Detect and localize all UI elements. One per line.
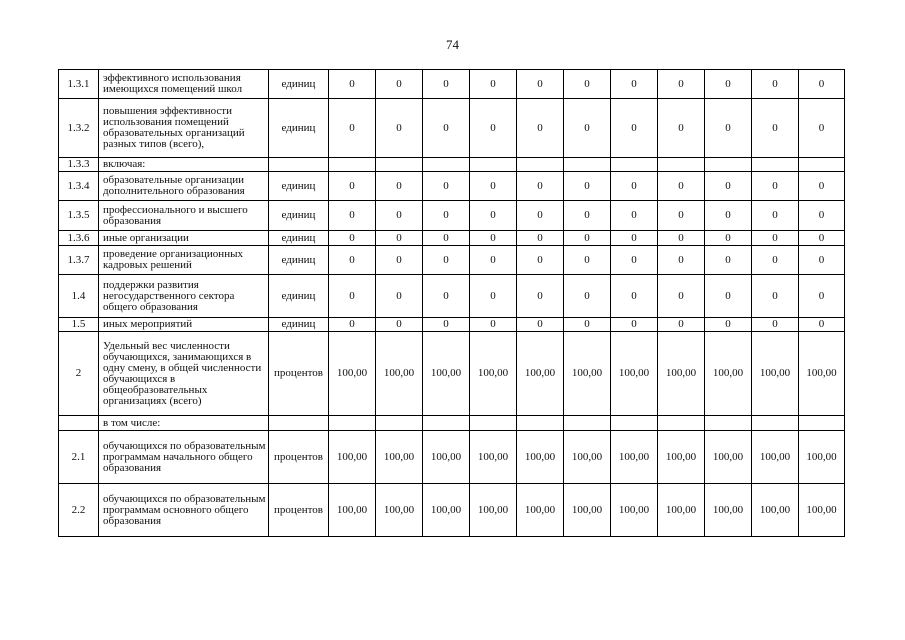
indicator-name-cell: повышения эффективности использования помещений образовательных организаций разных типов (всего), xyxy=(99,99,269,158)
value-cell: 100,00 xyxy=(705,431,752,484)
value-cell xyxy=(423,416,470,431)
value-cell: 0 xyxy=(329,246,376,275)
table-row xyxy=(59,246,845,275)
indicator-table xyxy=(58,69,845,537)
value-cell: 100,00 xyxy=(611,484,658,537)
value-cell: 0 xyxy=(470,275,517,318)
value-cell xyxy=(470,416,517,431)
value-cell xyxy=(752,158,799,172)
value-cell: 0 xyxy=(423,246,470,275)
unit-cell: единиц xyxy=(269,99,329,158)
value-cell xyxy=(564,416,611,431)
indicator-name-cell: профессионального и высшего образования xyxy=(99,201,269,231)
value-cell: 0 xyxy=(423,70,470,99)
value-cell: 0 xyxy=(611,99,658,158)
value-cell: 0 xyxy=(705,172,752,201)
value-cell: 0 xyxy=(799,231,845,246)
indicator-name-cell: включая: xyxy=(99,158,269,172)
unit-cell xyxy=(269,416,329,431)
value-cell: 100,00 xyxy=(329,484,376,537)
table-row xyxy=(59,484,845,537)
value-cell: 100,00 xyxy=(470,332,517,416)
value-cell: 0 xyxy=(376,70,423,99)
value-cell: 100,00 xyxy=(799,431,845,484)
value-cell xyxy=(329,416,376,431)
value-cell: 0 xyxy=(470,99,517,158)
value-cell: 100,00 xyxy=(470,431,517,484)
value-cell: 0 xyxy=(517,246,564,275)
indicator-name-cell: проведение организационных кадровых решений xyxy=(99,246,269,275)
value-cell: 0 xyxy=(376,246,423,275)
value-cell xyxy=(658,416,705,431)
value-cell: 0 xyxy=(423,99,470,158)
value-cell: 0 xyxy=(658,318,705,332)
row-number-cell: 1.3.7 xyxy=(59,246,99,275)
value-cell: 0 xyxy=(329,201,376,231)
row-number-cell: 1.4 xyxy=(59,275,99,318)
unit-cell: процентов xyxy=(269,431,329,484)
value-cell: 0 xyxy=(799,70,845,99)
table-row xyxy=(59,70,845,99)
value-cell xyxy=(799,158,845,172)
indicator-name-cell: в том числе: xyxy=(99,416,269,431)
value-cell: 0 xyxy=(470,246,517,275)
table-row xyxy=(59,201,845,231)
value-cell xyxy=(611,158,658,172)
value-cell: 100,00 xyxy=(470,484,517,537)
value-cell: 100,00 xyxy=(799,484,845,537)
row-number-cell: 1.3.3 xyxy=(59,158,99,172)
value-cell: 100,00 xyxy=(376,332,423,416)
value-cell: 0 xyxy=(799,201,845,231)
value-cell: 0 xyxy=(423,172,470,201)
value-cell: 0 xyxy=(752,246,799,275)
value-cell: 0 xyxy=(658,99,705,158)
value-cell: 0 xyxy=(611,246,658,275)
value-cell: 0 xyxy=(423,275,470,318)
indicator-name-cell: поддержки развития негосударственного сектора общего образования xyxy=(99,275,269,318)
value-cell: 0 xyxy=(470,231,517,246)
value-cell: 0 xyxy=(705,246,752,275)
value-cell: 100,00 xyxy=(423,484,470,537)
value-cell: 0 xyxy=(611,201,658,231)
value-cell: 0 xyxy=(611,275,658,318)
value-cell xyxy=(376,158,423,172)
unit-cell: процентов xyxy=(269,484,329,537)
value-cell: 0 xyxy=(376,318,423,332)
value-cell: 0 xyxy=(517,172,564,201)
page-number: 74 xyxy=(446,37,459,52)
value-cell: 0 xyxy=(564,246,611,275)
value-cell: 0 xyxy=(470,318,517,332)
value-cell: 0 xyxy=(423,318,470,332)
row-number-cell: 2.2 xyxy=(59,484,99,537)
value-cell: 0 xyxy=(329,99,376,158)
value-cell: 100,00 xyxy=(611,431,658,484)
table-row xyxy=(59,231,845,246)
value-cell xyxy=(376,416,423,431)
value-cell: 0 xyxy=(517,231,564,246)
value-cell: 0 xyxy=(611,231,658,246)
value-cell: 0 xyxy=(799,275,845,318)
value-cell: 0 xyxy=(752,70,799,99)
value-cell xyxy=(329,158,376,172)
value-cell: 0 xyxy=(611,172,658,201)
table-row xyxy=(59,275,845,318)
indicator-name-cell: иных мероприятий xyxy=(99,318,269,332)
indicator-name-cell: иные организации xyxy=(99,231,269,246)
value-cell: 0 xyxy=(423,231,470,246)
value-cell: 0 xyxy=(470,70,517,99)
value-cell: 0 xyxy=(752,318,799,332)
value-cell: 0 xyxy=(799,318,845,332)
value-cell xyxy=(517,416,564,431)
value-cell: 0 xyxy=(517,318,564,332)
value-cell: 100,00 xyxy=(752,484,799,537)
table-row xyxy=(59,332,845,416)
value-cell xyxy=(658,158,705,172)
indicator-name-cell: обучающихся по образовательным программам начального общего образования xyxy=(99,431,269,484)
value-cell xyxy=(705,158,752,172)
indicator-name-cell: обучающихся по образовательным программам основного общего образования xyxy=(99,484,269,537)
value-cell xyxy=(564,158,611,172)
unit-cell: процентов xyxy=(269,332,329,416)
value-cell: 0 xyxy=(329,172,376,201)
value-cell: 0 xyxy=(658,70,705,99)
value-cell: 100,00 xyxy=(517,332,564,416)
value-cell: 100,00 xyxy=(329,332,376,416)
value-cell: 100,00 xyxy=(376,484,423,537)
value-cell: 100,00 xyxy=(752,332,799,416)
table-row xyxy=(59,158,845,172)
value-cell xyxy=(517,158,564,172)
indicator-name-cell: образовательные организации дополнительного образования xyxy=(99,172,269,201)
value-cell: 0 xyxy=(517,201,564,231)
value-cell: 0 xyxy=(752,201,799,231)
value-cell: 100,00 xyxy=(611,332,658,416)
value-cell: 100,00 xyxy=(564,484,611,537)
value-cell: 0 xyxy=(517,99,564,158)
value-cell: 0 xyxy=(564,275,611,318)
value-cell: 100,00 xyxy=(705,484,752,537)
table-row xyxy=(59,99,845,158)
unit-cell: единиц xyxy=(269,70,329,99)
unit-cell: единиц xyxy=(269,231,329,246)
row-number-cell xyxy=(59,416,99,431)
table-row xyxy=(59,172,845,201)
value-cell xyxy=(423,158,470,172)
value-cell: 0 xyxy=(564,99,611,158)
value-cell: 0 xyxy=(658,231,705,246)
value-cell: 0 xyxy=(564,172,611,201)
value-cell: 0 xyxy=(564,70,611,99)
value-cell: 100,00 xyxy=(329,431,376,484)
value-cell: 0 xyxy=(658,201,705,231)
value-cell: 0 xyxy=(611,70,658,99)
value-cell: 0 xyxy=(470,172,517,201)
value-cell: 0 xyxy=(376,201,423,231)
value-cell: 0 xyxy=(752,172,799,201)
value-cell: 100,00 xyxy=(705,332,752,416)
value-cell: 100,00 xyxy=(658,332,705,416)
unit-cell: единиц xyxy=(269,172,329,201)
row-number-cell: 1.3.5 xyxy=(59,201,99,231)
value-cell: 100,00 xyxy=(517,484,564,537)
value-cell: 0 xyxy=(517,70,564,99)
value-cell: 100,00 xyxy=(658,484,705,537)
value-cell: 0 xyxy=(329,70,376,99)
value-cell: 0 xyxy=(611,318,658,332)
row-number-cell: 1.3.2 xyxy=(59,99,99,158)
value-cell xyxy=(752,416,799,431)
value-cell: 100,00 xyxy=(658,431,705,484)
value-cell: 100,00 xyxy=(423,431,470,484)
row-number-cell: 1.3.1 xyxy=(59,70,99,99)
indicator-name-cell: Удельный вес численности обучающихся, занимающихся в одну смену, в общей численности обучающихся в общеобразовательных организациях (всего) xyxy=(99,332,269,416)
value-cell: 0 xyxy=(470,201,517,231)
value-cell: 0 xyxy=(658,246,705,275)
value-cell: 0 xyxy=(376,275,423,318)
unit-cell: единиц xyxy=(269,201,329,231)
value-cell: 0 xyxy=(517,275,564,318)
value-cell: 0 xyxy=(658,172,705,201)
value-cell: 100,00 xyxy=(752,431,799,484)
unit-cell: единиц xyxy=(269,318,329,332)
table-row xyxy=(59,318,845,332)
table-row xyxy=(59,416,845,431)
value-cell: 100,00 xyxy=(564,332,611,416)
row-number-cell: 1.3.4 xyxy=(59,172,99,201)
value-cell: 0 xyxy=(799,99,845,158)
value-cell: 100,00 xyxy=(564,431,611,484)
row-number-cell: 1.5 xyxy=(59,318,99,332)
value-cell: 0 xyxy=(799,246,845,275)
value-cell: 0 xyxy=(752,99,799,158)
value-cell: 0 xyxy=(376,99,423,158)
table-row xyxy=(59,431,845,484)
value-cell: 0 xyxy=(329,231,376,246)
value-cell: 0 xyxy=(705,231,752,246)
unit-cell: единиц xyxy=(269,275,329,318)
value-cell xyxy=(611,416,658,431)
value-cell: 0 xyxy=(705,318,752,332)
unit-cell xyxy=(269,158,329,172)
row-number-cell: 2.1 xyxy=(59,431,99,484)
value-cell: 0 xyxy=(658,275,705,318)
value-cell: 0 xyxy=(376,231,423,246)
value-cell: 0 xyxy=(564,318,611,332)
value-cell: 0 xyxy=(376,172,423,201)
row-number-cell: 1.3.6 xyxy=(59,231,99,246)
value-cell xyxy=(470,158,517,172)
value-cell: 0 xyxy=(799,172,845,201)
value-cell: 100,00 xyxy=(799,332,845,416)
value-cell xyxy=(705,416,752,431)
value-cell xyxy=(799,416,845,431)
value-cell: 0 xyxy=(329,318,376,332)
value-cell: 100,00 xyxy=(423,332,470,416)
unit-cell: единиц xyxy=(269,246,329,275)
value-cell: 0 xyxy=(705,99,752,158)
value-cell: 0 xyxy=(705,201,752,231)
row-number-cell: 2 xyxy=(59,332,99,416)
value-cell: 0 xyxy=(423,201,470,231)
value-cell: 0 xyxy=(705,70,752,99)
indicator-name-cell: эффективного использования имеющихся помещений школ xyxy=(99,70,269,99)
value-cell: 100,00 xyxy=(517,431,564,484)
value-cell: 0 xyxy=(564,231,611,246)
value-cell: 0 xyxy=(705,275,752,318)
value-cell: 0 xyxy=(752,275,799,318)
value-cell: 0 xyxy=(329,275,376,318)
value-cell: 0 xyxy=(752,231,799,246)
value-cell: 0 xyxy=(564,201,611,231)
value-cell: 100,00 xyxy=(376,431,423,484)
